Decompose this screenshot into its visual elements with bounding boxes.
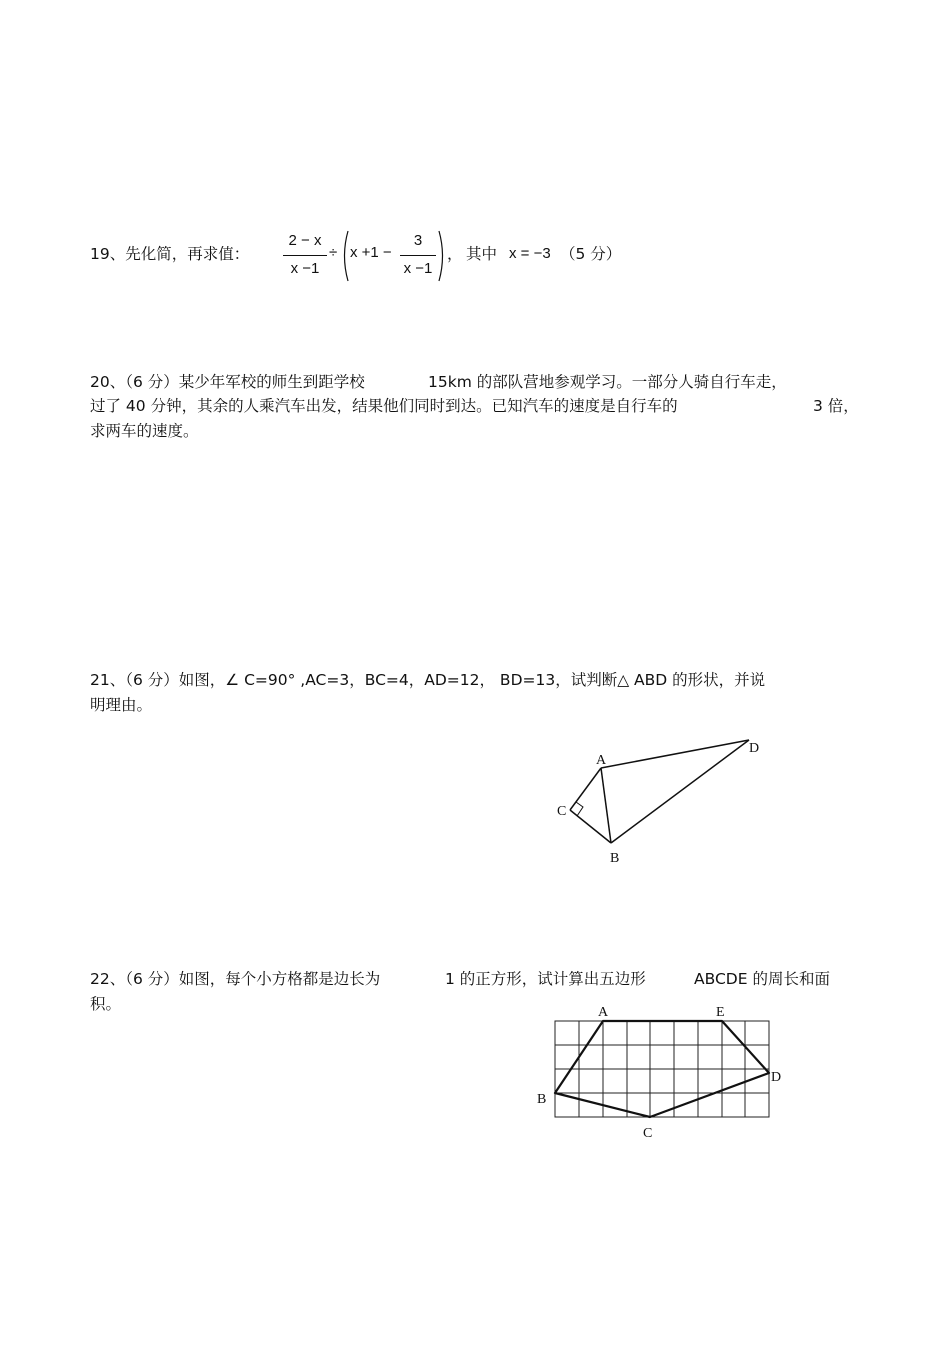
q20-line2-b: 3 倍， xyxy=(813,397,859,415)
q19-frac1-bar xyxy=(283,255,327,256)
q21-segment-cb xyxy=(570,810,611,843)
q19-divide-sign: ÷ xyxy=(329,244,338,261)
q19-frac1-denominator: x −1 xyxy=(290,260,320,277)
q22-label-b: B xyxy=(537,1092,547,1107)
q21-segment-ac xyxy=(570,768,601,810)
q19-left-paren xyxy=(340,230,350,282)
q22-label-d: D xyxy=(771,1070,782,1085)
q19-comma: ， xyxy=(447,245,463,263)
q19-frac2-bar xyxy=(400,255,436,256)
q21-label-d: D xyxy=(749,741,760,756)
q21-label-b: B xyxy=(610,851,620,866)
q19-frac2-numerator: 3 xyxy=(413,232,423,249)
q20-line3: 求两车的速度。 xyxy=(90,422,199,440)
q20-line1-a: 20、（6 分）某少年军校的师生到距学校 xyxy=(90,373,365,391)
q19-frac1-numerator: 2 − x xyxy=(288,232,322,249)
q21-triangle-figure xyxy=(550,730,780,870)
q22-label-c: C xyxy=(643,1126,653,1141)
q19-paren-expression: x +1 − xyxy=(350,244,392,261)
q21-label-a: A xyxy=(596,753,607,768)
q20-line2-a: 过了 40 分钟，其余的人乘汽车出发，结果他们同时到达。已知汽车的速度是自行车的 xyxy=(90,397,678,415)
q21-segment-ab xyxy=(601,768,611,843)
q19-where: 其中 xyxy=(466,245,498,263)
q22-label-a: A xyxy=(598,1005,609,1020)
q19-fraction-2 xyxy=(400,232,436,280)
q19-frac2-denominator: x −1 xyxy=(403,260,433,277)
q22-grid-figure xyxy=(530,1000,790,1145)
q21-right-angle-mark xyxy=(576,802,583,816)
q21-segment-ad xyxy=(601,740,749,768)
q21-line2: 明理由。 xyxy=(90,696,153,714)
q21-label-c: C xyxy=(557,804,567,819)
q22-line1-a: 22、（6 分）如图，每个小方格都是边长为 xyxy=(90,970,381,988)
q20-line1-b: 15km 的部队营地参观学习。一部分人骑自行车走， xyxy=(428,373,787,391)
q21-line1: 21、（6 分）如图，∠ C=90° ,AC=3，BC=4，AD=12， BD=13，试判断△ ABD 的形状，并说 xyxy=(90,671,766,689)
q19-prefix: 19、先化简，再求值： xyxy=(90,245,250,263)
q19-score: （5 分） xyxy=(560,245,622,263)
q22-line1-c: ABCDE 的周长和面 xyxy=(694,970,830,988)
q22-label-e: E xyxy=(716,1005,725,1020)
q22-grid xyxy=(555,1021,769,1117)
q22-line2: 积。 xyxy=(90,995,122,1013)
q19-condition: x = −3 xyxy=(509,245,551,262)
q19-fraction-1 xyxy=(283,232,327,280)
q21-segment-db xyxy=(611,740,749,843)
q19-right-paren xyxy=(437,230,447,282)
q22-line1-b: 1 的正方形，试计算出五边形 xyxy=(445,970,646,988)
